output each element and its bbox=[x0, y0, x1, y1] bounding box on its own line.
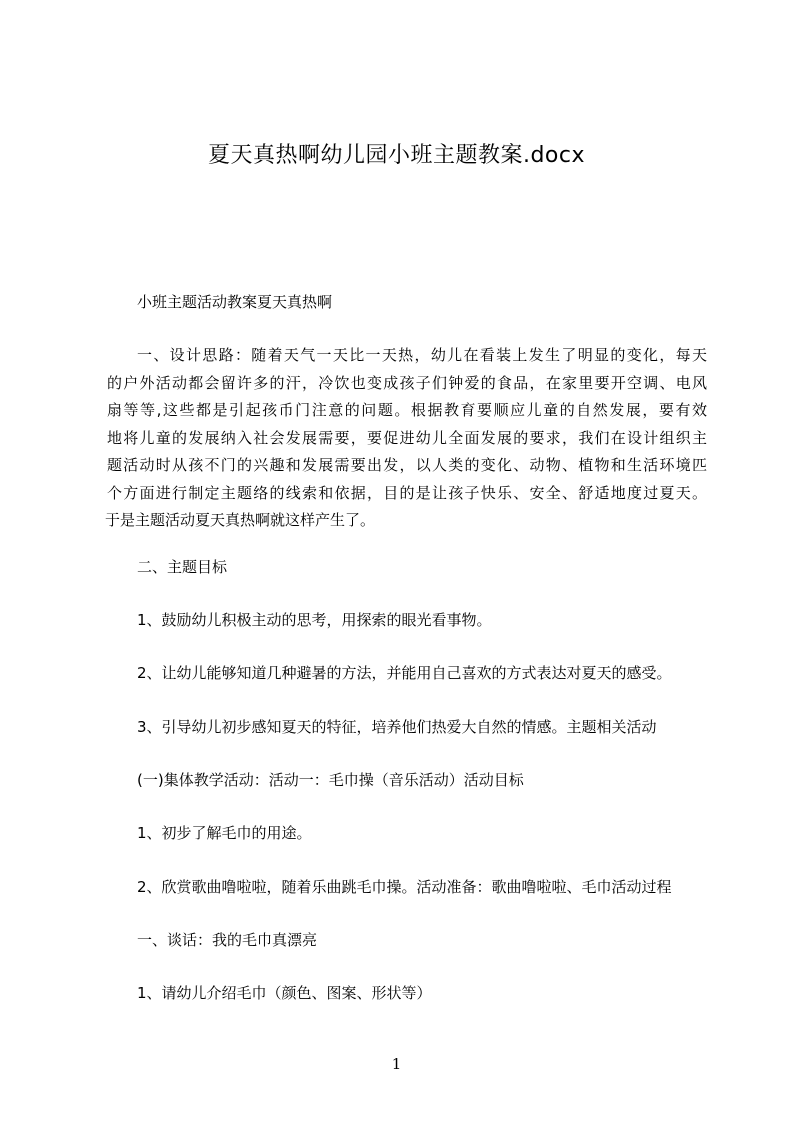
goals-heading: 二、主题目标 bbox=[137, 558, 228, 576]
goal-item: 1、鼓励幼儿积极主动的思考，用探索的眼光看事物。 bbox=[137, 611, 492, 629]
paragraph-line: 扇等等,这些都是引起孩币门注意的问题。根据教育要顺应儿童的自然发展，要有效 bbox=[107, 401, 707, 419]
paragraph-line: 个方面进行制定主题络的线索和依据，目的是让孩子快乐、安全、舒适地度过夏天。 bbox=[107, 483, 707, 502]
goal-item: 2、让幼儿能够知道几种避暑的方法，并能用自己喜欢的方式表达对夏天的感受。 bbox=[137, 664, 672, 682]
paragraph-line: 的户外活动都会留许多的汗，冷饮也变成孩子们钟爱的食品，在家里要开空调、电风 bbox=[107, 373, 707, 392]
goal-item: 3、引导幼儿初步感知夏天的特征，培养他们热爱大自然的情感。主题相关活动 bbox=[137, 718, 657, 736]
talk-heading: 一、谈话：我的毛巾真漂亮 bbox=[137, 931, 318, 949]
activity-goal-item: 1、初步了解毛巾的用途。 bbox=[137, 824, 312, 842]
section-subtitle: 小班主题活动教案夏天真热啊 bbox=[137, 293, 333, 311]
paragraph-line: 地将儿童的发展纳入社会发展需要，要促进幼儿全面发展的要求，我们在设计组织主 bbox=[107, 428, 707, 447]
paragraph-line: 一、设计思路：随着天气一天比一天热，幼儿在看装上发生了明显的变化，每天 bbox=[137, 346, 707, 364]
page-number: 1 bbox=[391, 1055, 402, 1073]
paragraph-line: 题活动时从孩不门的兴趣和发展需要出发，以人类的变化、动物、植物和生活环境匹 bbox=[107, 456, 707, 474]
design-paragraph bbox=[107, 342, 707, 535]
talk-item: 1、请幼儿介绍毛巾（颜色、图案、形状等） bbox=[137, 984, 432, 1002]
activity-goal-item: 2、欣赏歌曲噜啦啦，随着乐曲跳毛巾操。活动准备：歌曲噜啦啦、毛巾活动过程 bbox=[137, 878, 672, 896]
document-title: 夏天真热啊幼儿园小班主题教案.docx bbox=[207, 143, 586, 168]
paragraph-line: 于是主题活动夏天真热啊就这样产生了。 bbox=[105, 511, 376, 529]
activity-heading: (一)集体教学活动：活动一：毛巾操（音乐活动）活动目标 bbox=[137, 771, 524, 789]
